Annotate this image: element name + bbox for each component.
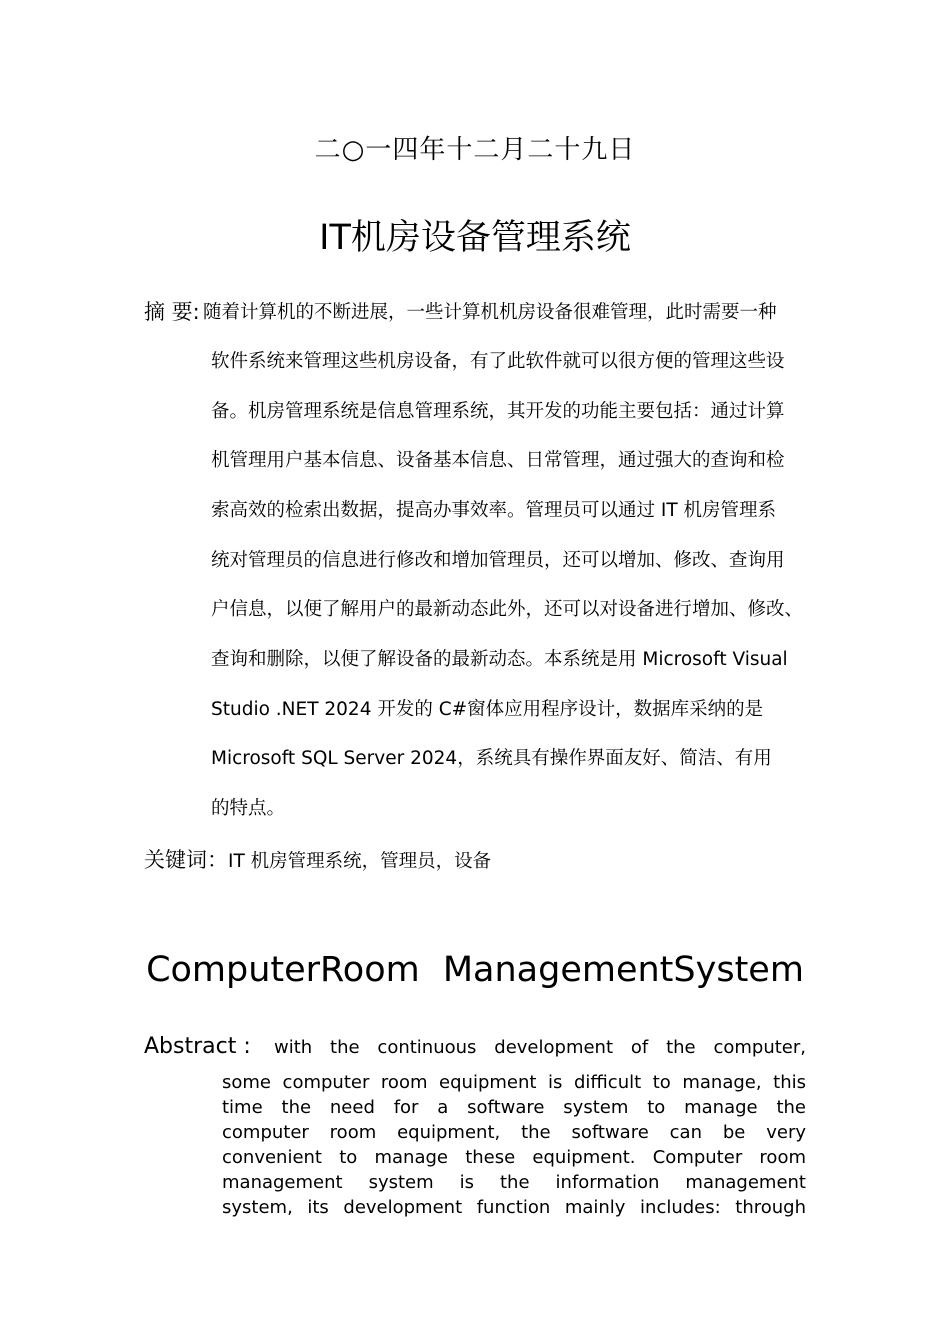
english-abstract-line: computer room equipment, the software can be very bbox=[222, 1122, 806, 1143]
english-abstract-line: convenient to manage these equipment. Computer room bbox=[222, 1147, 806, 1168]
english-abstract-line: some computer room equipment is difficult to manage, this bbox=[222, 1072, 806, 1093]
chinese-abstract-label: 摘 要: bbox=[144, 300, 200, 324]
english-abstract-line: system, its development function mainly includes: through bbox=[222, 1197, 806, 1218]
document-date: 二○一四年十二月二十九日 bbox=[314, 135, 636, 165]
chinese-abstract-line: 索高效的检索出数据，提高办事效率。管理员可以通过 IT 机房管理系 bbox=[211, 500, 777, 521]
chinese-abstract-line: 统对管理员的信息进行修改和增加管理员，还可以增加、修改、查询用 bbox=[211, 550, 785, 571]
chinese-title: IT机房设备管理系统 bbox=[319, 218, 631, 258]
chinese-abstract-line: 查询和删除，以便了解设备的最新动态。本系统是用 Microsoft Visual bbox=[211, 649, 788, 670]
chinese-keywords-value: IT 机房管理系统，管理员，设备 bbox=[228, 851, 492, 872]
chinese-abstract-line: 的特点。 bbox=[211, 798, 286, 819]
english-abstract-first-line: with the continuous development of the computer, bbox=[274, 1037, 806, 1058]
chinese-keywords bbox=[144, 844, 491, 878]
chinese-abstract-line: Microsoft SQL Server 2024，系统具有操作界面友好、简洁、有用 bbox=[211, 748, 772, 769]
chinese-abstract-line: 软件系统来管理这些机房设备，有了此软件就可以很方便的管理这些设 bbox=[211, 351, 785, 372]
chinese-abstract-line: 备。机房管理系统是信息管理系统，其开发的功能主要包括：通过计算 bbox=[211, 401, 785, 422]
english-abstract-label: Abstract : bbox=[144, 1034, 251, 1059]
chinese-abstract-line: 随着计算机的不断进展，一些计算机机房设备很难管理，此时需要一种 bbox=[203, 302, 777, 323]
chinese-abstract-line: Studio .NET 2024 开发的 C#窗体应用程序设计，数据库采纳的是 bbox=[211, 699, 764, 720]
english-title: ComputerRoom ManagementSystem bbox=[146, 950, 804, 990]
chinese-abstract-line: 机管理用户基本信息、设备基本信息、日常管理，通过强大的查询和检 bbox=[211, 450, 785, 471]
chinese-abstract-line: 户信息，以便了解用户的最新动态此外，还可以对设备进行增加、修改、 bbox=[211, 599, 804, 620]
english-abstract-line: time the need for a software system to manage the bbox=[222, 1097, 806, 1118]
chinese-keywords-label: 关键词： bbox=[144, 848, 228, 872]
english-abstract-line: management system is the information management bbox=[222, 1172, 806, 1193]
